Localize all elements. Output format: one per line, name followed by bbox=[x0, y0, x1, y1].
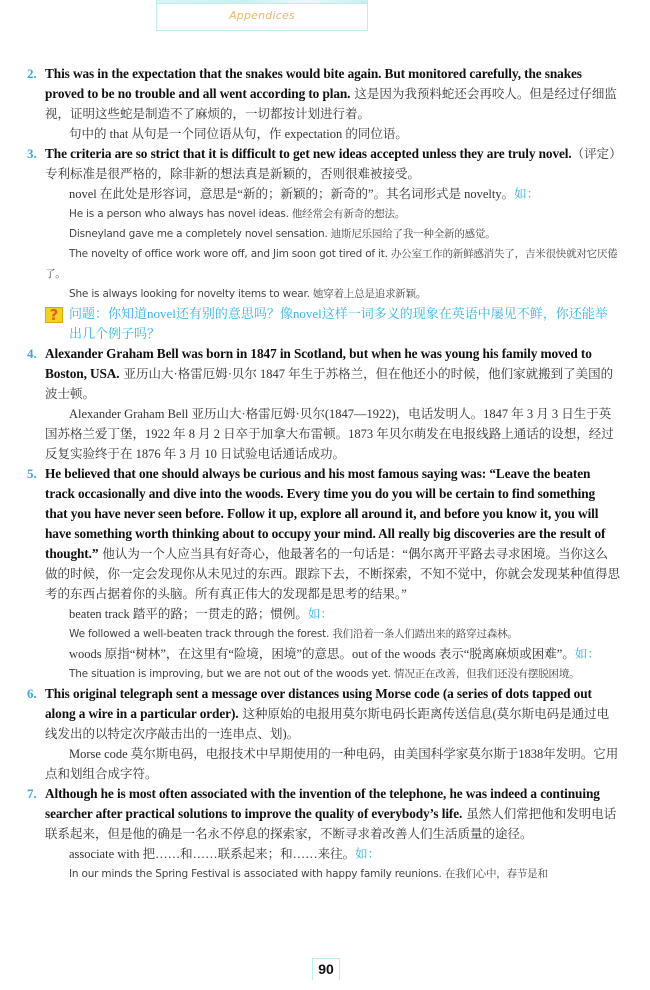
example-marker: 如： bbox=[574, 647, 600, 661]
explanation-note: beaten track 踏平的路；一贯走的路；惯例。如： bbox=[69, 607, 333, 621]
item-number: 5. bbox=[27, 466, 37, 481]
header-decorative-band bbox=[157, 0, 367, 4]
english-sentence: He believed that one should always be curious and his most famous saying was: “Leave the beaten track occasionally and dive into the woods. Every time you do you will be certain to find something that you have never seen before. Follow it up, explore all around it, and before you know it, you will have something worth thinking about to occupy your mind. All really big discoveries are the result of thought.” bbox=[45, 466, 606, 561]
explanation-note: associate with 把……和……联系起来；和……来往。如： bbox=[69, 847, 381, 861]
page-content bbox=[0, 64, 650, 884]
note-item-4 bbox=[0, 344, 650, 464]
item-number: 6. bbox=[27, 686, 37, 701]
example-marker: 如： bbox=[355, 847, 381, 861]
chinese-translation: （评定）专利标准是很严格的，除非新的想法真是新颖的，否则很难被接受。 bbox=[45, 147, 616, 181]
example-sentence: The novelty of office work wore off, and Jim soon got tired of it. 办公室工作的新鲜感消失了，吉米很快就对它厌倦了。 bbox=[45, 248, 618, 280]
item-number: 4. bbox=[27, 346, 37, 361]
note-item-2 bbox=[0, 64, 650, 144]
running-header bbox=[156, 0, 368, 31]
english-sentence: This original telegraph sent a message over distances using Morse code (a series of dots tapped out along a wire in a particular order). bbox=[45, 686, 592, 721]
page-number: 90 bbox=[312, 958, 340, 980]
english-sentence: Alexander Graham Bell was born in 1847 in Scotland, but when he was young his family moved to Boston, USA. bbox=[45, 346, 592, 381]
explanation-note: novel 在此处是形容词，意思是“新的；新颖的；新奇的”。其名词形式是 novelty。如： bbox=[69, 187, 540, 201]
example-marker: 如： bbox=[307, 607, 333, 621]
example-sentence: Disneyland gave me a completely novel sensation. 迪斯尼乐园给了我一种全新的感觉。 bbox=[69, 228, 496, 240]
example-sentence: We followed a well-beaten track through the forest. 我们沿着一条人们踏出来的路穿过森林。 bbox=[69, 628, 518, 640]
note-item-3 bbox=[0, 144, 650, 344]
example-sentence: The situation is improving, but we are not out of the woods yet. 情况正在改善，但我们还没有摆脱困境。 bbox=[69, 668, 580, 680]
english-sentence: The criteria are so strict that it is difficult to get new ideas accepted unless they are truly novel. bbox=[45, 146, 572, 161]
explanation-note: Morse code 莫尔斯电码，电报技术中早期使用的一种电码，由美国科学家莫尔斯于1838年发明。它用点和划组合成字符。 bbox=[45, 747, 619, 781]
note-item-6 bbox=[0, 684, 650, 784]
explanation-note: 句中的 that 从句是一个同位语从句，作 expectation 的同位语。 bbox=[69, 127, 408, 141]
chinese-translation: 这种原始的电报用莫尔斯电码长距离传送信息(莫尔斯电码是通过电线发出的以特定次序敲击出的一连串点、划)。 bbox=[45, 707, 610, 741]
question-prompt bbox=[45, 304, 620, 344]
english-sentence: Although he is most often associated with the invention of the telephone, he was indeed a continuing searcher after practical solutions to improve the quality of everybody’s life. bbox=[45, 786, 600, 821]
question-mark-icon: ? bbox=[45, 307, 63, 323]
explanation-note: Alexander Graham Bell 亚历山大·格雷厄姆·贝尔(1847—1922)，电话发明人。1847 年 3 月 3 日生于英国苏格兰爱丁堡，1922 年 8 月 2 日卒于加拿大布雷顿。1873 年贝尔萌发在电报线路上通话的设想，经过反复实验终于在 1876 年 3 月 10 日试验电话通话成功。 bbox=[45, 407, 614, 461]
note-item-7 bbox=[0, 784, 650, 884]
english-sentence: This was in the expectation that the snakes would bite again. But monitored carefully, the snakes proved to be no trouble and all went according to plan. bbox=[45, 66, 582, 101]
chinese-translation: 他认为一个人应当具有好奇心，他最著名的一句话是：“偶尔离开平路去寻求困境。当你这么做的时候，你一定会发现你从未见过的东西。跟踪下去，不断探索，不知不觉中，你就会发现某种值得思考的东西占据着你的头脑。所有真正伟大的发现都是思考的结果。” bbox=[45, 547, 621, 601]
example-sentence: In our minds the Spring Festival is associated with happy family reunions. 在我们心中，春节是和 bbox=[69, 868, 548, 880]
example-sentence: She is always looking for novelty items to wear. 她穿着上总是追求新颖。 bbox=[69, 288, 427, 300]
explanation-note: woods 原指“树林”，在这里有“险境，困境”的意思。out of the woods 表示“脱离麻烦或困难”。如： bbox=[69, 647, 600, 661]
chinese-translation: 虽然人们常把他和发明电话联系起来，但是他的确是一名永不停息的探索家，不断寻求着改善人们生活质量的途径。 bbox=[45, 807, 617, 841]
item-number: 3. bbox=[27, 146, 37, 161]
example-sentence: He is a person who always has novel ideas. 他经常会有新奇的想法。 bbox=[69, 208, 406, 220]
chinese-translation: 这是因为我预料蛇还会再咬人。但是经过仔细监视，证明这些蛇是制造不了麻烦的，一切都按计划进行着。 bbox=[45, 87, 617, 121]
header-title: Appendices bbox=[229, 9, 295, 22]
chinese-translation: 亚历山大·格雷厄姆·贝尔 1847 年生于苏格兰，但在他还小的时候，他们家就搬到了美国的波士顿。 bbox=[45, 367, 614, 401]
question-text: 问题：你知道novel还有别的意思吗？像novel这样一词多义的现象在英语中屡见不鲜，你还能举出几个例子吗？ bbox=[69, 306, 608, 341]
note-item-5 bbox=[0, 464, 650, 684]
item-number: 7. bbox=[27, 786, 37, 801]
example-marker: 如： bbox=[514, 187, 540, 201]
item-number: 2. bbox=[27, 66, 37, 81]
